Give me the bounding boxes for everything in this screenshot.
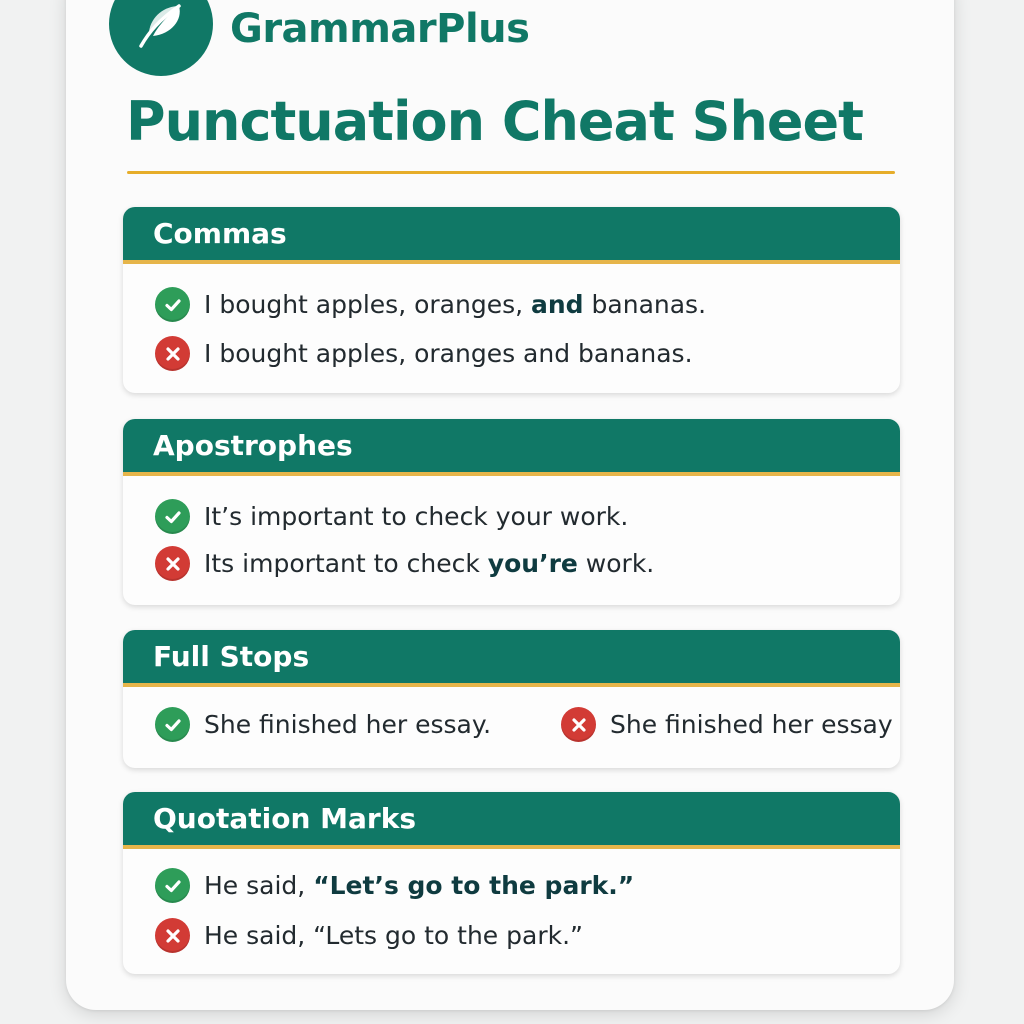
check-icon <box>155 707 190 742</box>
correct-example <box>155 868 634 903</box>
cross-icon <box>155 336 190 371</box>
check-icon <box>155 287 190 322</box>
brand-name: GrammarPlus <box>230 6 530 52</box>
section-header <box>123 207 900 264</box>
cross-icon <box>155 546 190 581</box>
correct-example <box>155 499 628 534</box>
incorrect-example <box>155 336 693 371</box>
section-header <box>123 419 900 476</box>
section-header <box>123 630 900 687</box>
page-title: Punctuation Cheat Sheet <box>126 90 863 153</box>
check-icon <box>155 868 190 903</box>
section-apostrophes <box>123 419 900 605</box>
section-header <box>123 792 900 849</box>
example-text: Its important to check you’re work. <box>204 549 655 578</box>
section-commas <box>123 207 900 393</box>
example-text: I bought apples, oranges and bananas. <box>204 339 693 368</box>
correct-example <box>155 707 491 742</box>
example-text: He said, “Let’s go to the park.” <box>204 871 635 900</box>
example-text: He said, “Lets go to the park.” <box>204 921 583 950</box>
incorrect-example <box>155 918 583 953</box>
example-text: It’s important to check your work. <box>204 502 629 531</box>
check-icon <box>155 499 190 534</box>
section-full-stops <box>123 630 900 768</box>
section-title: Apostrophes <box>153 429 353 462</box>
feather-icon <box>135 2 187 50</box>
example-text: She finished her essay. <box>204 710 492 739</box>
correct-example <box>155 287 706 322</box>
section-title: Commas <box>153 217 287 250</box>
cross-icon <box>561 707 596 742</box>
incorrect-example <box>155 546 654 581</box>
section-title: Full Stops <box>153 640 310 673</box>
section-title: Quotation Marks <box>153 802 417 835</box>
cross-icon <box>155 918 190 953</box>
example-text: She finished her essay <box>610 710 893 739</box>
section-quotation-marks <box>123 792 900 974</box>
title-underline <box>127 171 895 174</box>
incorrect-example <box>561 707 893 742</box>
example-text: I bought apples, oranges, and bananas. <box>204 290 707 319</box>
